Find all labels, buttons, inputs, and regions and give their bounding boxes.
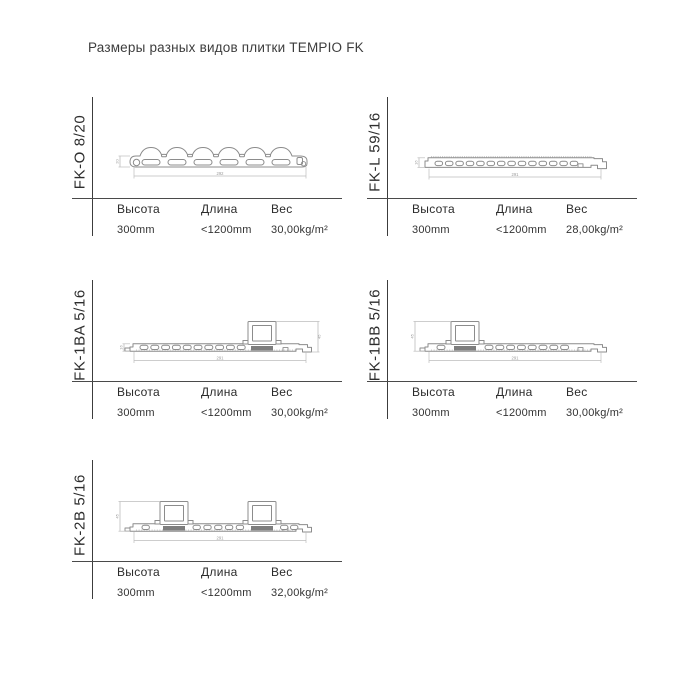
profile-drawing-fk-o bbox=[100, 121, 330, 191]
header-length: Длина bbox=[201, 202, 238, 216]
value-length: <1200mm bbox=[201, 407, 252, 419]
column-height bbox=[412, 385, 455, 419]
panel-label-fk-l: FK-L 59/16 bbox=[366, 112, 384, 192]
column-height bbox=[117, 565, 160, 599]
value-length: <1200mm bbox=[496, 224, 547, 236]
column-length bbox=[201, 565, 252, 599]
value-height: 300mm bbox=[117, 224, 155, 236]
panel-divider-rule bbox=[367, 381, 637, 382]
svg-text:291: 291 bbox=[511, 171, 519, 177]
value-height: 300mm bbox=[412, 407, 450, 419]
panel-label-fk-1bb: FK-1BB 5/16 bbox=[366, 288, 384, 382]
value-height: 300mm bbox=[412, 224, 450, 236]
column-length bbox=[496, 202, 547, 236]
profile-drawing-fk-l bbox=[395, 121, 625, 191]
value-height: 300mm bbox=[117, 407, 155, 419]
header-length: Длина bbox=[201, 565, 238, 579]
column-length bbox=[496, 385, 547, 419]
svg-text:292: 292 bbox=[216, 170, 224, 176]
column-height bbox=[117, 385, 160, 419]
svg-text:16: 16 bbox=[413, 160, 419, 165]
panel-fk-l-59-16 bbox=[330, 95, 642, 247]
column-height bbox=[117, 202, 160, 236]
column-height bbox=[412, 202, 455, 236]
panel-vertical-rule bbox=[387, 280, 388, 419]
header-length: Длина bbox=[201, 385, 238, 399]
panel-vertical-rule bbox=[387, 97, 388, 236]
value-weight: 30,00kg/m² bbox=[566, 407, 624, 419]
svg-text:291: 291 bbox=[511, 355, 519, 361]
header-length: Длина bbox=[496, 202, 533, 216]
value-weight: 32,00kg/m² bbox=[271, 587, 329, 599]
svg-text:20: 20 bbox=[114, 159, 120, 164]
panel-vertical-rule bbox=[92, 97, 93, 236]
panel-divider-rule bbox=[72, 381, 342, 382]
value-weight: 30,00kg/m² bbox=[271, 407, 329, 419]
header-length: Длина bbox=[496, 385, 533, 399]
svg-text:45: 45 bbox=[316, 334, 322, 339]
header-height: Высота bbox=[117, 202, 161, 216]
header-height: Высота bbox=[412, 385, 456, 399]
panel-divider-rule bbox=[367, 198, 637, 199]
panel-divider-rule bbox=[72, 561, 342, 562]
header-weight: Вес bbox=[271, 565, 293, 579]
panel-vertical-rule bbox=[92, 460, 93, 599]
value-length: <1200mm bbox=[201, 224, 252, 236]
panel-fk-1bb-5-16 bbox=[330, 278, 642, 430]
header-height: Высота bbox=[117, 565, 161, 579]
svg-text:291: 291 bbox=[216, 355, 224, 361]
value-height: 300mm bbox=[117, 587, 155, 599]
panel-fk-2b-5-16 bbox=[35, 458, 347, 610]
profile-drawing-fk-1ba bbox=[100, 304, 330, 374]
profile-drawing-fk-1bb bbox=[395, 304, 625, 374]
header-weight: Вес bbox=[271, 202, 293, 216]
panel-label-fk-1ba: FK-1BA 5/16 bbox=[71, 289, 89, 381]
svg-text:45: 45 bbox=[114, 514, 120, 519]
header-weight: Вес bbox=[566, 202, 588, 216]
svg-text:45: 45 bbox=[409, 334, 415, 339]
header-weight: Вес bbox=[566, 385, 588, 399]
header-height: Высота bbox=[412, 202, 456, 216]
panel-fk-o-8-20 bbox=[35, 95, 347, 247]
value-weight: 30,00kg/m² bbox=[271, 224, 329, 236]
svg-text:291: 291 bbox=[216, 535, 224, 541]
panel-vertical-rule bbox=[92, 280, 93, 419]
column-weight bbox=[271, 565, 328, 599]
header-height: Высота bbox=[117, 385, 161, 399]
column-length bbox=[201, 385, 252, 419]
page-title: Размеры разных видов плитки TEMPIO FK bbox=[88, 40, 364, 55]
column-weight bbox=[566, 385, 623, 419]
panel-label-fk-o: FK-O 8/20 bbox=[71, 114, 89, 190]
panel-divider-rule bbox=[72, 198, 342, 199]
value-length: <1200mm bbox=[201, 587, 252, 599]
column-length bbox=[201, 202, 252, 236]
column-weight bbox=[271, 385, 328, 419]
header-weight: Вес bbox=[271, 385, 293, 399]
column-weight bbox=[271, 202, 328, 236]
column-weight bbox=[566, 202, 623, 236]
value-weight: 28,00kg/m² bbox=[566, 224, 624, 236]
svg-text:16: 16 bbox=[118, 345, 124, 350]
value-length: <1200mm bbox=[496, 407, 547, 419]
profile-drawing-fk-2b bbox=[100, 484, 330, 554]
panel-fk-1ba-5-16 bbox=[35, 278, 347, 430]
panel-label-fk-2b: FK-2B 5/16 bbox=[71, 474, 89, 556]
